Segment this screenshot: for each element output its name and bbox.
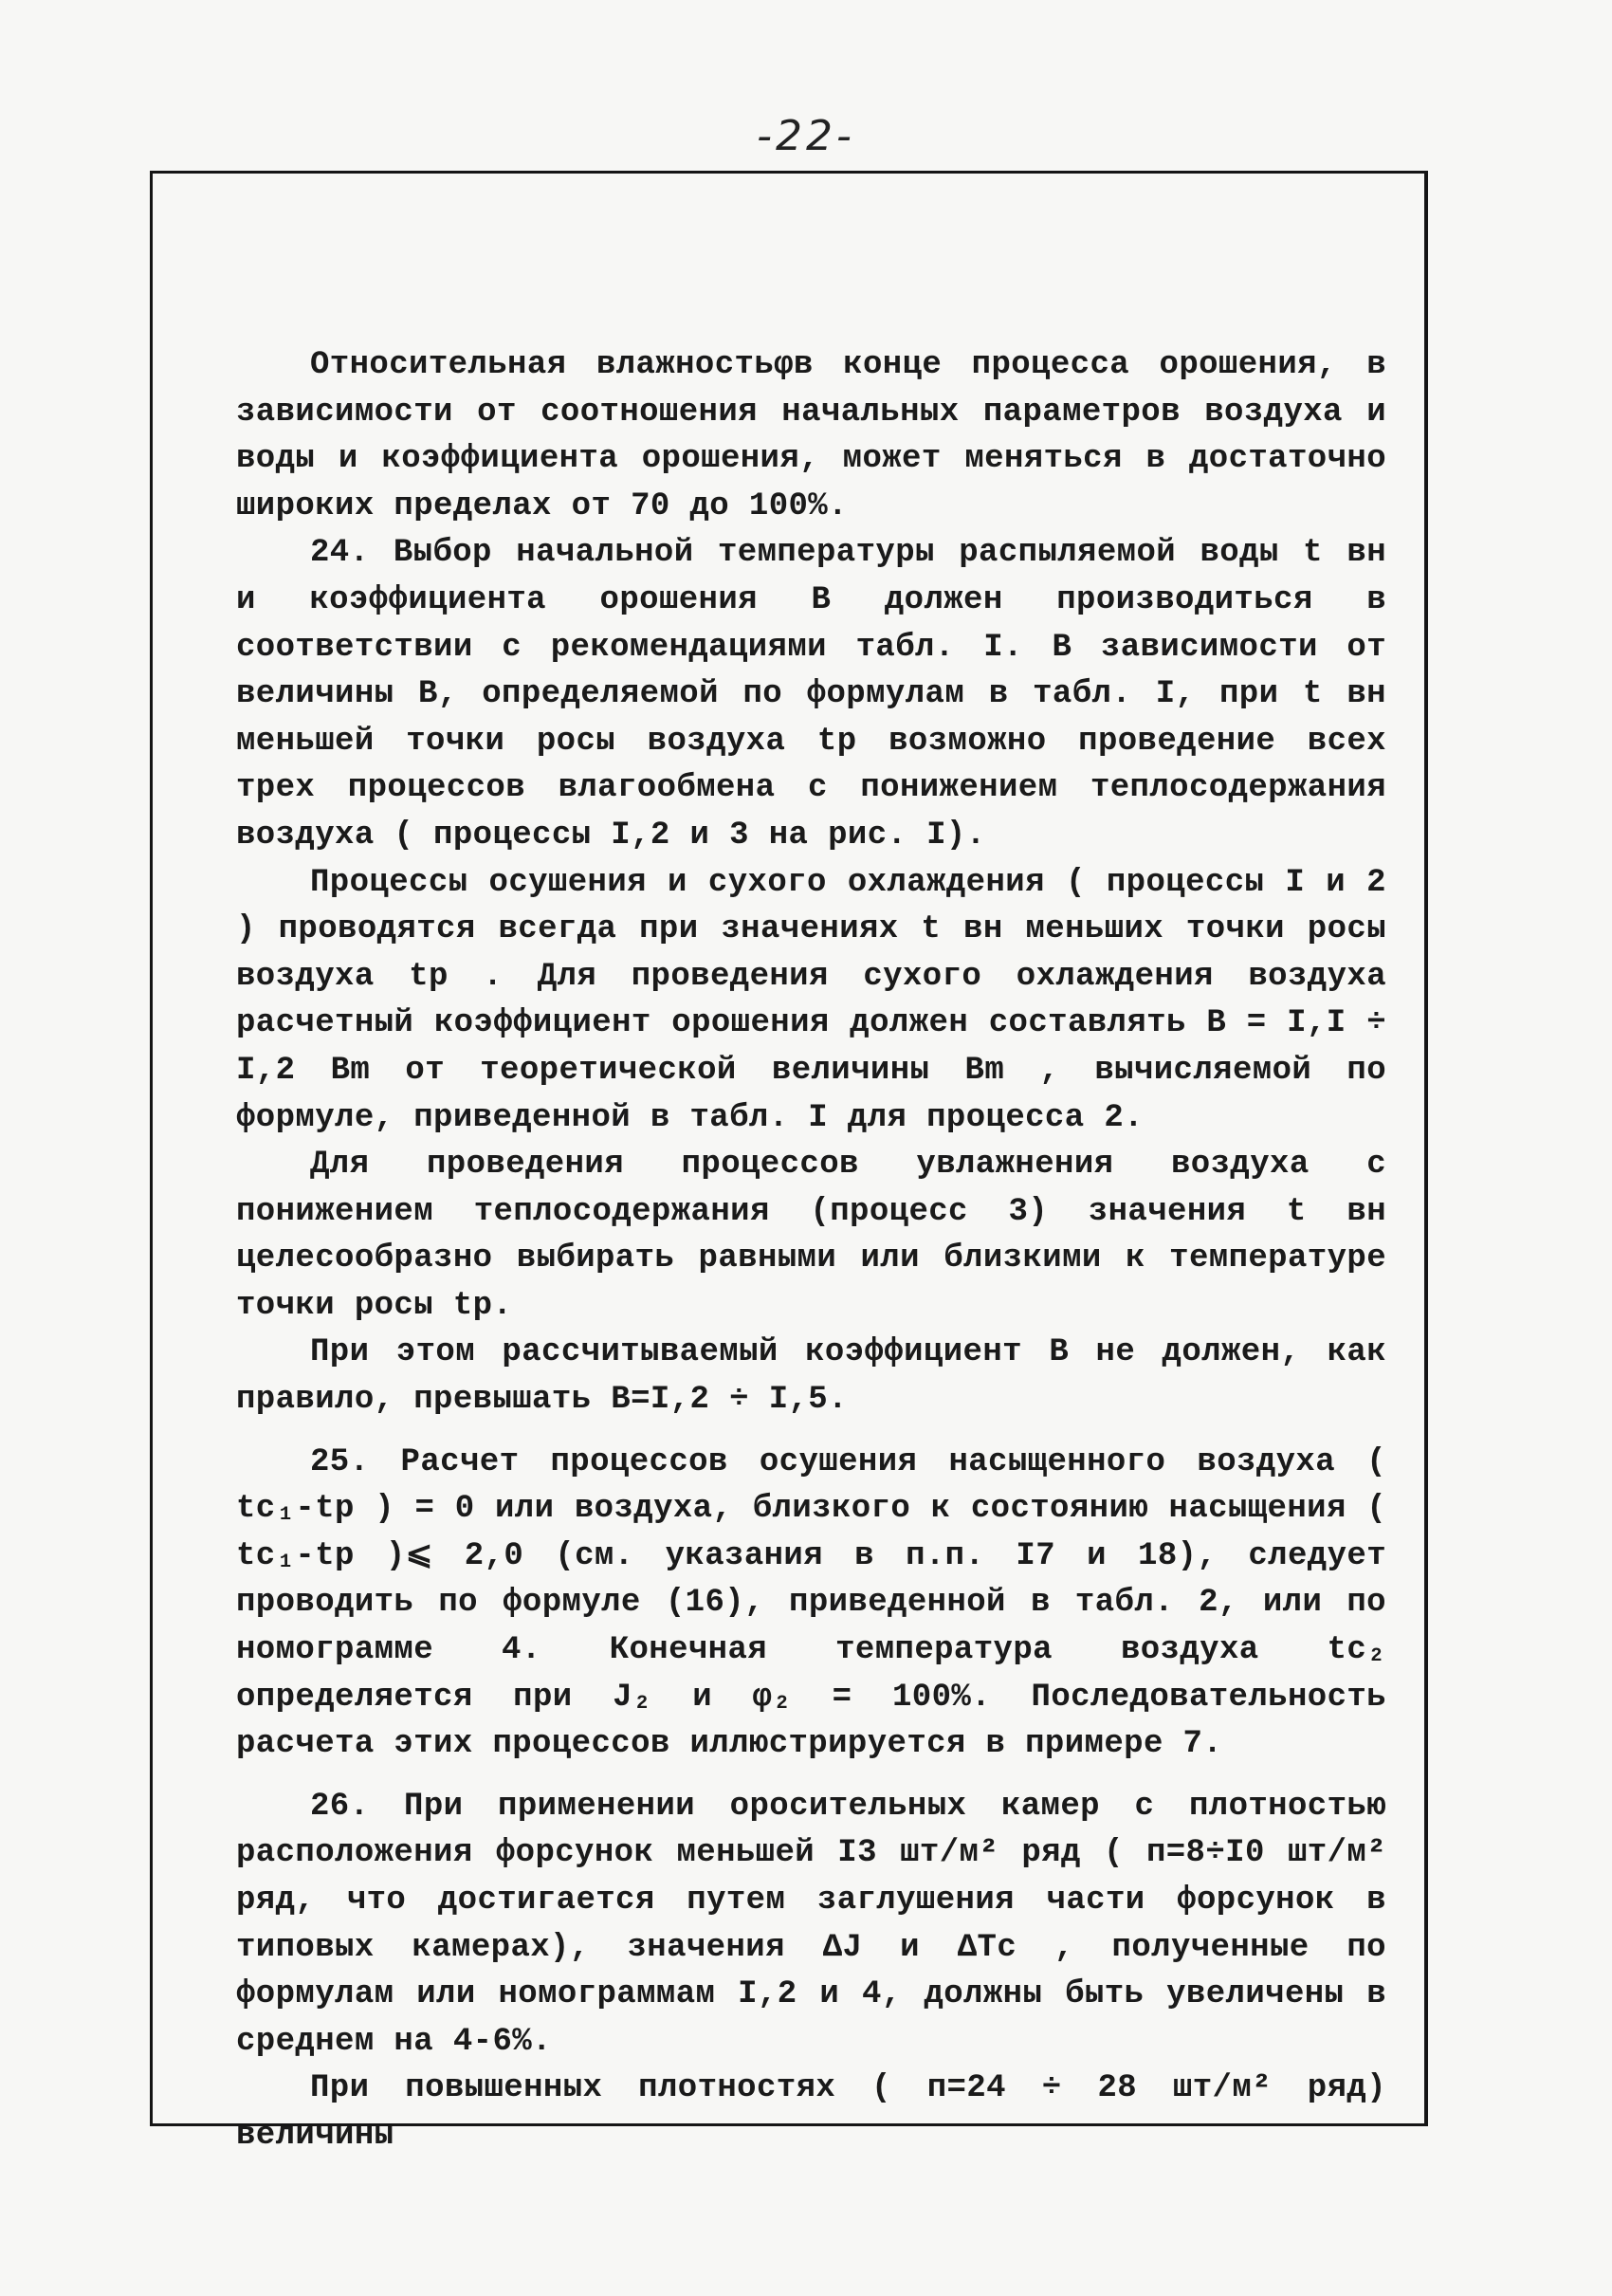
paragraph-drying-processes: Процессы осушения и сухого охлаждения ( процессы I и 2 ) проводятся всегда при значениях t вн меньших точки росы воздуха tр . Для проведения сухого охлаждения воздуха расчетный коэффициент орошения должен составлять В = I,I ÷ I,2 Bm от теоретической величины Bm , вычисляемой по формуле, приведенной в табл. I для процесса 2.: [236, 864, 1386, 1136]
paragraph-humidity: Относительная влажностьφв конце процесса орошения, в зависимости от соотношения начальных параметров воздуха и воды и коэффициента орошения, может меняться в достаточно широких пределах от 70 до 100%.: [236, 347, 1386, 524]
paragraph-high-density: При повышенных плотностях ( п=24 ÷ 28 шт/м² ряд) величины: [236, 2070, 1386, 2154]
paragraph-humidification: Для проведения процессов увлажнения воздуха с понижением теплосодержания (процесс 3) значения t вн целесообразно выбирать равными или близкими к температуре точки росы tр.: [236, 1147, 1386, 1324]
paragraph-item-26: 26. При применении оросительных камер с плотностью расположения форсунок меньшей I3 шт/м² ряд ( п=8÷I0 шт/м² ряд, что достигается путем заглушения части форсунок в типовых камерах), значения ΔJ и ΔTс , полученные по формулам или номограммам I,2 и 4, должны быть увеличены в среднем на 4-6%.: [236, 1788, 1386, 2060]
paragraph-coefficient-limit: При этом рассчитываемый коэффициент В не должен, как правило, превышать В=I,2 ÷ I,5.: [236, 1334, 1386, 1419]
page-number: -22-: [757, 112, 855, 160]
paragraph-item-25: 25. Расчет процессов осушения насыщенного воздуха ( tс₁-tр ) = 0 или воздуха, близкого к состоянию насыщения ( tс₁-tр )⩽ 2,0 (см. указания в п.п. I7 и 18), следует проводить по формуле (16), приведенной в табл. 2, или по номограмме 4. Конечная температура воздуха tс₂ определяется при J₂ и φ₂ = 100%. Последовательность расчета этих процессов иллюстрируется в примере 7.: [236, 1443, 1386, 1763]
body-text: [236, 342, 1386, 2160]
page-frame: [150, 171, 1428, 2154]
paragraph-item-24: 24. Выбор начальной температуры распыляемой воды t вн и коэффициента орошения В должен производиться в соответствии с рекомендациями табл. I. В зависимости от величины В, определяемой по формулам в табл. I, при t вн меньшей точки росы воздуха tр возможно проведение всех трех процессов влагообмена с понижением теплосодержания воздуха ( процессы I,2 и 3 на рис. I).: [236, 535, 1386, 854]
